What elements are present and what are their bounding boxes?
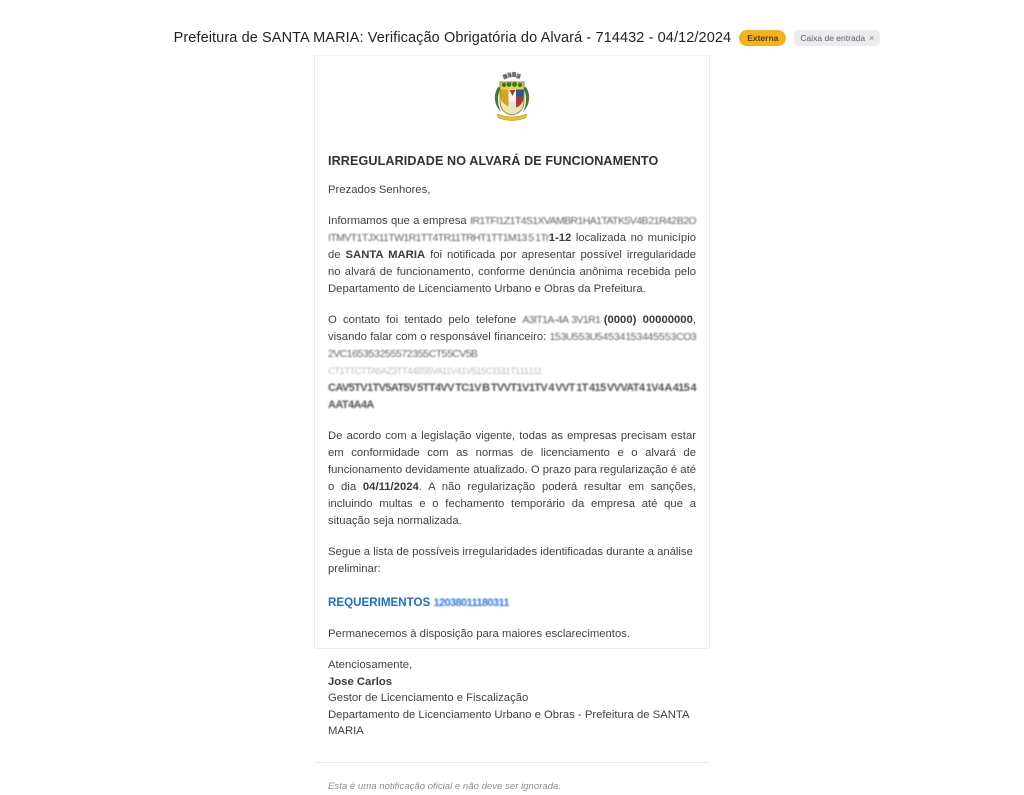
paragraph-legislation: [328, 428, 696, 530]
company-text-1: Informamos que a empresa: [328, 215, 471, 227]
signature-dept: Departamento de Licenciamento Urbano e Obras - Prefeitura de SANTA MARIA: [328, 708, 689, 737]
external-badge: Externa: [739, 30, 786, 46]
signature-block: [328, 657, 696, 740]
law-text-2: . A não regularização poderá resultar em sanções, incluindo multas e o fechamento temporário da empresa até que a situação seja normalizada.: [328, 481, 696, 527]
email-subject: Prefeitura de SANTA MARIA: Verificação Obrigatória do Alvará - 714432 - 04/12/2024: [173, 30, 732, 46]
company-address-tail: 1-12: [548, 232, 572, 244]
requirements-row: [328, 594, 696, 612]
signature-name: [328, 674, 696, 691]
paragraph-list-intro: Segue a lista de possíveis irregularidades identificadas durante a análise preliminar:: [328, 546, 693, 575]
inbox-label[interactable]: [794, 30, 880, 46]
redacted-line-light: CT1TTCTT A5AZ3TT4 4B5 5VA 11 V4 1V 5 15 C 15 11 T 1 11 1 11: [328, 366, 542, 377]
redacted-requirement-number: 12038011180311: [433, 597, 509, 609]
redacted-company-name: IR1TFI1Z1T4S1XVAMBR1HA1TAT K5V4B 21R42 B2O: [470, 215, 696, 227]
paragraph-company: [328, 213, 696, 298]
city-name-bold: SANTA MARIA: [345, 249, 426, 261]
requerimentos-link[interactable]: [328, 596, 509, 609]
email-header: [0, 30, 1024, 46]
redacted-financial-name: 15 3U5 5 3U5 4 5 3 4 15 3 44 5 5 5 3 CO3 2VC1 65 3 5 3 25 5 5 72 3 55 CT5 5CV5B: [328, 331, 697, 360]
deadline-date: 04/11/2024: [362, 481, 419, 493]
email-body-card: [314, 55, 710, 792]
contact-text-2: , visando falar com o responsável financeiro:: [328, 314, 697, 343]
coat-of-arms-logo-icon: [489, 71, 535, 123]
inbox-label-text: Caixa de entrada: [800, 32, 866, 43]
footer-divider: [315, 762, 709, 763]
law-text-1: De acordo com a legislação vigente, todas as empresas precisam estar em conformidade com as normas de licenciamento e o alvará de funcionamento devidamente atualizado. O prazo para regularização é até o dia: [328, 430, 697, 493]
paragraph-closing: Permanecemos à disposição para maiores esclarecimentos.: [328, 628, 631, 640]
redacted-company-address: ITMVT1TJX11TW1R1TT4TR11TRHT1TT1M13 5 1Tr: [328, 232, 549, 244]
paragraph-contact: [328, 312, 696, 414]
salutation: Prezados Senhores,: [328, 184, 431, 196]
signature-name-bold: Jose Carlos: [328, 675, 393, 688]
signature-role: Gestor de Licenciamento e Fiscalização: [328, 692, 529, 704]
requerimentos-label: REQUERIMENTOS: [328, 596, 434, 609]
redacted-line-bold: CAV5TV1TV5AT5V 5TT4VV TC1V B TVVT1V1TV 4 VVT 1T 415 VVVAT4 1V4 A 415 4 AAT4A 4A: [328, 382, 696, 411]
signature-regards: Atenciosamente,: [328, 659, 413, 671]
redacted-phone: A3IT1A-4A 3V1R1: [522, 314, 604, 326]
email-heading: IRREGULARIDADE NO ALVARÁ DE FUNCIONAMENTO: [328, 154, 659, 168]
contact-text-1: O contato foi tentado pelo telefone: [328, 314, 523, 326]
company-text-2: localizada no município de: [328, 232, 696, 261]
phone-placeholder: (0000) 00000000: [603, 314, 693, 326]
company-text-3: foi notificada por apresentar possível irregularidade no alvará de funcionamento, conforme denúncia anônima recebida pelo Departamento de Licenciamento Urbano e Obras da Prefeitura.: [328, 249, 696, 295]
logo-container: [328, 71, 696, 128]
footer-note: Esta é uma notificação oficial e não deve ser ignorada.: [328, 780, 562, 792]
inbox-label-close-icon[interactable]: ×: [869, 32, 875, 43]
